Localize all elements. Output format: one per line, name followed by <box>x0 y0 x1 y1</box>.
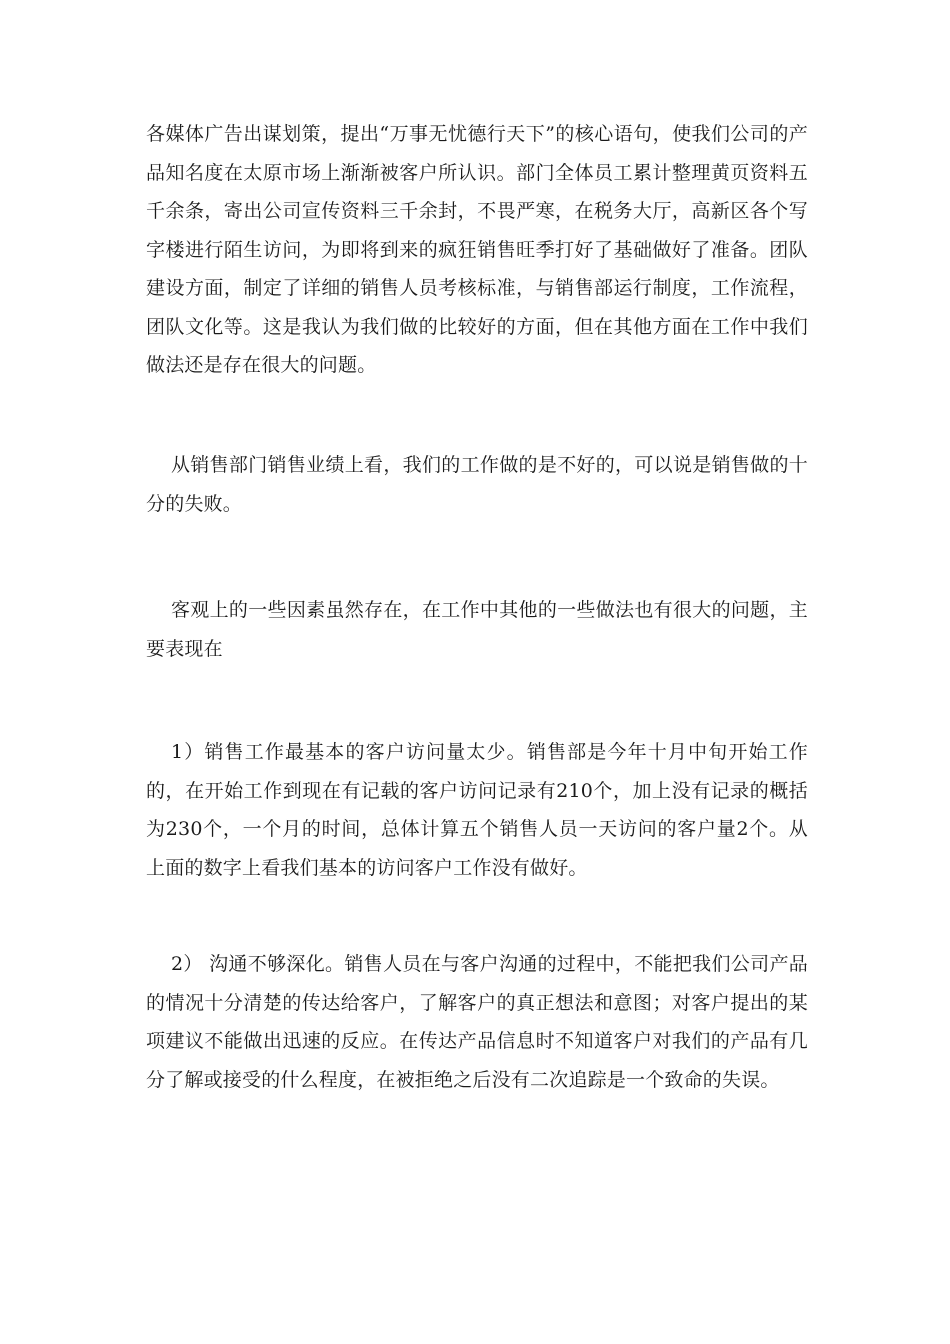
paragraph-main-problems: 客观上的一些因素虽然存在，在工作中其他的一些做法也有很大的问题，主要表现在 <box>146 599 808 660</box>
paragraph-point-1-visit-volume: 1）销售工作最基本的客户访问量太少。销售部是今年十月中旬开始工作的，在开始工作到现在有记载的客户访问记录有210个，加上没有记录的概括为230个，一个月的时间，总体计算五个销售人员一天访问的客户量2个。从上面的数字上看我们基本的访问客户工作没有做好。 <box>146 741 808 879</box>
paragraph-point-2-communication: 2） 沟通不够深化。销售人员在与客户沟通的过程中，不能把我们公司产品的情况十分清楚的传达给客户，了解客户的真正想法和意图；对客户提出的某项建议不能做出迅速的反应。在传达产品信息时不知道客户对我们的产品有几分了解或接受的什么程度，在被拒绝之后没有二次追踪是一个致命的失误。 <box>146 953 808 1091</box>
paragraph-sales-performance: 从销售部门销售业绩上看，我们的工作做的是不好的，可以说是销售做的十分的失败。 <box>146 454 808 515</box>
paragraph-intro-continuation: 各媒体广告出谋划策，提出“万事无忧德行天下”的核心语句，使我们公司的产品知名度在太原市场上渐渐被客户所认识。部门全体员工累计整理黄页资料五千余条，寄出公司宣传资料三千余封，不畏严寒，在税务大厅，高新区各个写字楼进行陌生访问，为即将到来的疯狂销售旺季打好了基础做好了准备。团队建设方面，制定了详细的销售人员考核标准，与销售部运行制度，工作流程，团队文化等。这是我认为我们做的比较好的方面，但在其他方面在工作中我们做法还是存在很大的问题。 <box>146 123 808 376</box>
